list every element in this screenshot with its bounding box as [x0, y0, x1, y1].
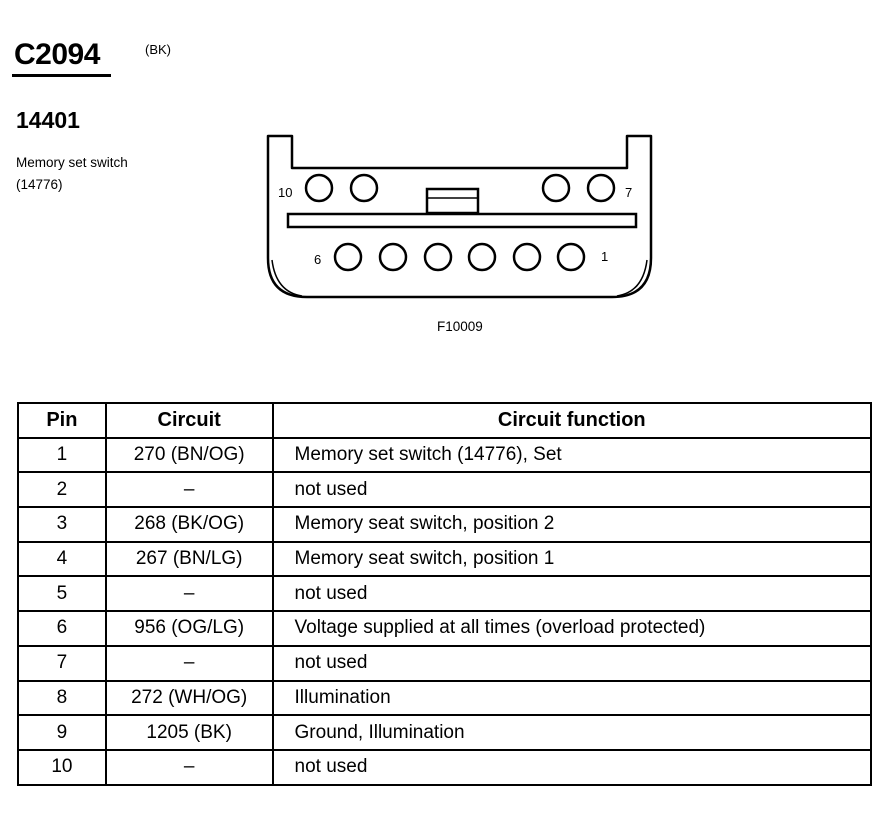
connector-color: (BK)	[145, 42, 171, 57]
pin-1-socket	[558, 244, 584, 270]
part-number: 14401	[16, 107, 80, 133]
pin-cell: 3	[18, 507, 106, 542]
circuit-cell: 267 (BN/LG)	[106, 542, 273, 577]
pin-5-socket	[380, 244, 406, 270]
table-row	[18, 611, 871, 646]
table-row	[18, 646, 871, 681]
function-cell: Illumination	[273, 681, 871, 716]
pin-table	[17, 402, 872, 786]
circuit-cell: –	[106, 576, 273, 611]
connector-latch	[427, 189, 478, 213]
pin-cell: 4	[18, 542, 106, 577]
pin-cell: 1	[18, 438, 106, 473]
function-cell: Memory set switch (14776), Set	[273, 438, 871, 473]
connector-inner-corner-left	[272, 260, 302, 296]
table-row	[18, 507, 871, 542]
circuit-cell: –	[106, 646, 273, 681]
column-header-circuit-function: Circuit function	[273, 403, 871, 438]
connector-id: C2094	[14, 38, 100, 71]
function-cell: not used	[273, 750, 871, 785]
table-row	[18, 715, 871, 750]
connector-inner-corner-right	[617, 260, 647, 296]
function-cell: not used	[273, 646, 871, 681]
pin-label-6: 6	[314, 252, 322, 267]
pin-cell: 8	[18, 681, 106, 716]
function-cell: Voltage supplied at all times (overload protected)	[273, 611, 871, 646]
pin-7-socket	[588, 175, 614, 201]
column-header-circuit: Circuit	[106, 403, 273, 438]
table-header-row	[18, 403, 871, 438]
circuit-cell: 268 (BK/OG)	[106, 507, 273, 542]
pin-10-socket	[306, 175, 332, 201]
connector-divider-bar	[288, 214, 636, 227]
pin-4-socket	[425, 244, 451, 270]
pin-label-1: 1	[601, 249, 609, 264]
component-name: Memory set switch	[16, 155, 128, 170]
pin-label-7: 7	[625, 185, 633, 200]
pin-cell: 6	[18, 611, 106, 646]
pin-cell: 9	[18, 715, 106, 750]
connector-outline	[268, 136, 651, 297]
function-cell: not used	[273, 576, 871, 611]
function-cell: Memory seat switch, position 1	[273, 542, 871, 577]
circuit-cell: –	[106, 472, 273, 507]
table-row	[18, 576, 871, 611]
pin-3-socket	[469, 244, 495, 270]
pin-6-socket	[335, 244, 361, 270]
pin-cell: 2	[18, 472, 106, 507]
column-header-pin: Pin	[18, 403, 106, 438]
circuit-cell: 270 (BN/OG)	[106, 438, 273, 473]
table-row	[18, 542, 871, 577]
function-cell: Ground, Illumination	[273, 715, 871, 750]
table-row	[18, 472, 871, 507]
connector-face-diagram	[0, 0, 888, 340]
circuit-cell: 272 (WH/OG)	[106, 681, 273, 716]
pin-label-10: 10	[278, 185, 293, 200]
table-row	[18, 681, 871, 716]
pin-cell: 10	[18, 750, 106, 785]
pin-9-socket	[351, 175, 377, 201]
circuit-cell: –	[106, 750, 273, 785]
pin-cell: 5	[18, 576, 106, 611]
circuit-cell: 956 (OG/LG)	[106, 611, 273, 646]
table-row	[18, 750, 871, 785]
table-row	[18, 438, 871, 473]
function-cell: not used	[273, 472, 871, 507]
figure-code: F10009	[437, 319, 483, 334]
function-cell: Memory seat switch, position 2	[273, 507, 871, 542]
pin-cell: 7	[18, 646, 106, 681]
component-part-number: (14776)	[16, 177, 63, 192]
pin-8-socket	[543, 175, 569, 201]
pin-2-socket	[514, 244, 540, 270]
circuit-cell: 1205 (BK)	[106, 715, 273, 750]
